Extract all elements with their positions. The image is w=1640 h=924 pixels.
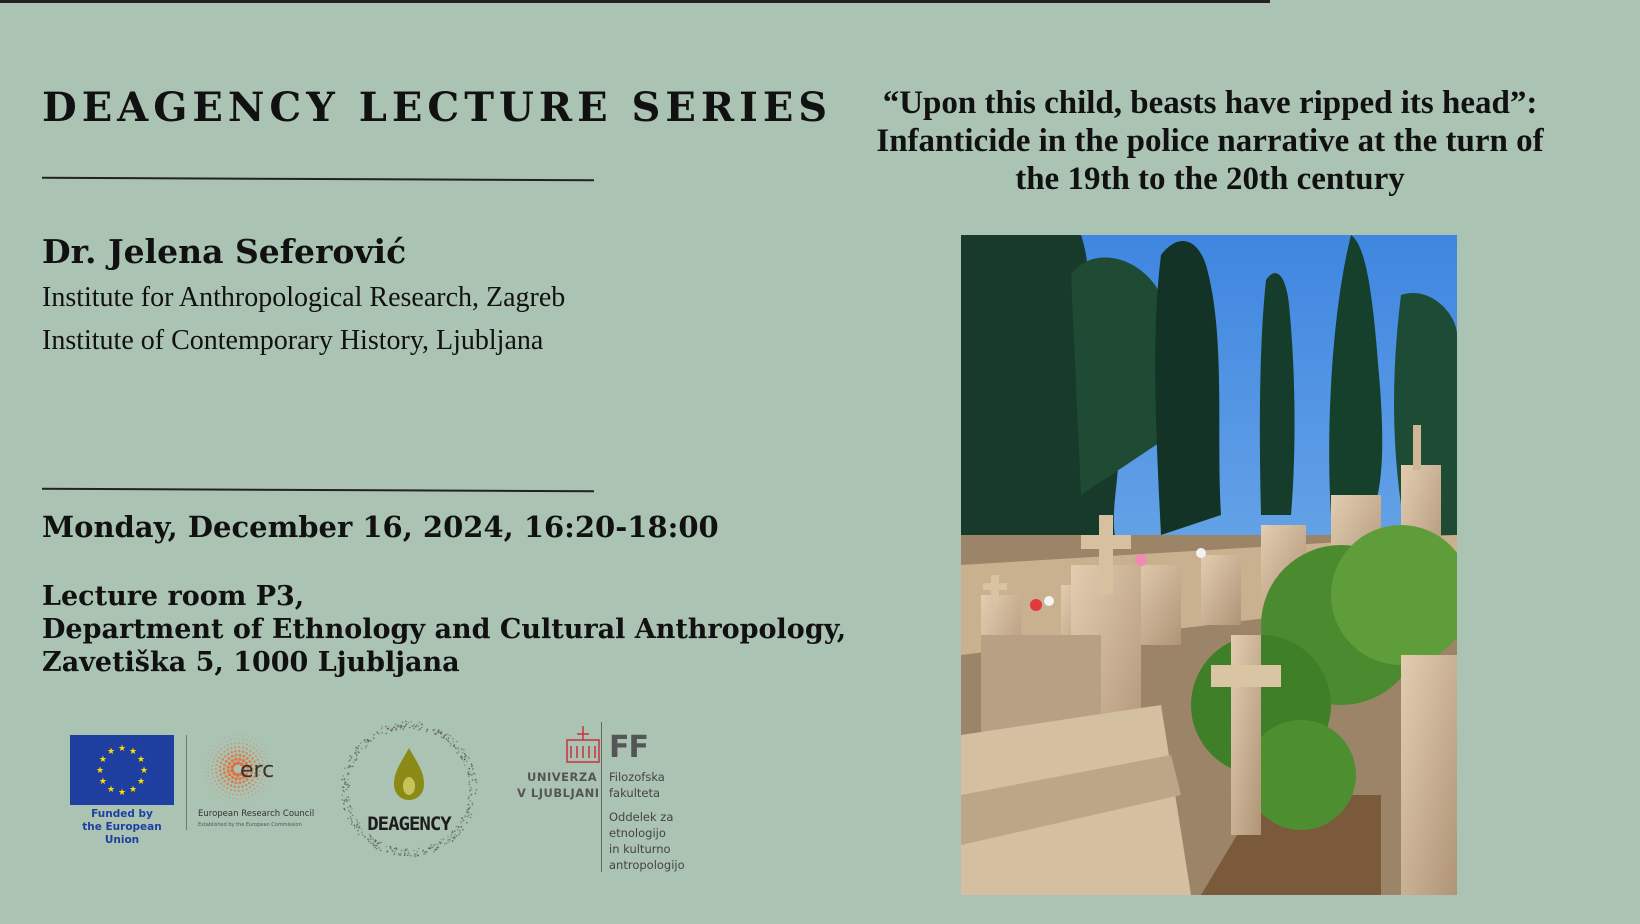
eu-star-icon: ★ — [106, 785, 116, 796]
series-title: DEAGENCY LECTURE SERIES — [42, 84, 833, 131]
ff-dept-line-4: antropologijo — [609, 858, 685, 872]
venue-line-3: Zavetiška 5, 1000 Ljubljana — [42, 647, 460, 678]
eu-star-icon: ★ — [106, 746, 116, 757]
eu-star-icon: ★ — [137, 755, 146, 765]
eu-star-icon: ★ — [95, 766, 105, 776]
eu-caption — [70, 808, 174, 847]
venue-line-2: Department of Ethnology and Cultural Anthropology, — [42, 614, 847, 645]
eu-star-icon: ★ — [117, 788, 127, 798]
ff-faculty-line-1: Filozofska — [609, 770, 665, 784]
eu-caption-line-1: Funded by — [91, 808, 153, 820]
erc-logo — [198, 733, 315, 833]
divider-top — [42, 177, 594, 181]
erc-name: European Research Council — [198, 809, 315, 819]
ff-dept-line-2: etnologijo — [609, 826, 666, 840]
cemetery-photo — [961, 235, 1457, 895]
university-building-icon — [563, 724, 603, 766]
affiliation-2: Institute of Contemporary History, Ljubljana — [42, 325, 544, 356]
ff-dept-line-1: Oddelek za — [609, 810, 674, 824]
eu-logo — [70, 735, 174, 847]
eu-caption-line-2: the European Union — [82, 821, 162, 846]
ul-name-line-1: UNIVERZA — [527, 770, 598, 784]
deagency-wordmark: DEAGENCY — [367, 813, 451, 835]
eu-star-icon: ★ — [137, 777, 146, 787]
ul-ff-logo — [515, 720, 695, 880]
divider-bottom — [42, 488, 594, 492]
eu-flag — [70, 735, 174, 805]
logo-separator — [186, 735, 187, 830]
event-venue — [42, 580, 846, 679]
erc-mark: erc — [240, 758, 275, 783]
lecture-title: “Upon this child, beasts have ripped its head”: Infanticide in the police narrative at the turn of the 19th to the 20th century — [876, 85, 1544, 197]
eu-star-icon: ★ — [128, 746, 138, 757]
eu-star-icon: ★ — [117, 744, 127, 754]
event-datetime: Monday, December 16, 2024, 16:20-18:00 — [42, 510, 719, 544]
eu-star-icon: ★ — [98, 777, 107, 787]
ff-dept-line-3: in kulturno — [609, 842, 671, 856]
ff-mark: FF — [609, 730, 648, 765]
deagency-ring-icon — [340, 720, 478, 858]
speaker-name: Dr. Jelena Seferović — [42, 232, 407, 271]
deagency-logo — [340, 720, 478, 858]
eu-star-icon: ★ — [139, 766, 149, 776]
eu-star-icon: ★ — [128, 785, 138, 796]
erc-burst-icon — [198, 733, 308, 809]
ul-ff-separator — [601, 722, 602, 872]
affiliation-1: Institute for Anthropological Research, Zagreb — [42, 282, 566, 313]
top-rule — [0, 0, 1270, 3]
ul-name-line-2: V LJUBLJANI — [517, 786, 600, 800]
erc-subtitle: Established by the European Commission — [198, 822, 302, 828]
ff-faculty-line-2: fakulteta — [609, 786, 661, 800]
ff-department — [609, 809, 685, 873]
venue-line-1: Lecture room P3, — [42, 581, 305, 612]
eu-star-icon: ★ — [98, 755, 107, 765]
